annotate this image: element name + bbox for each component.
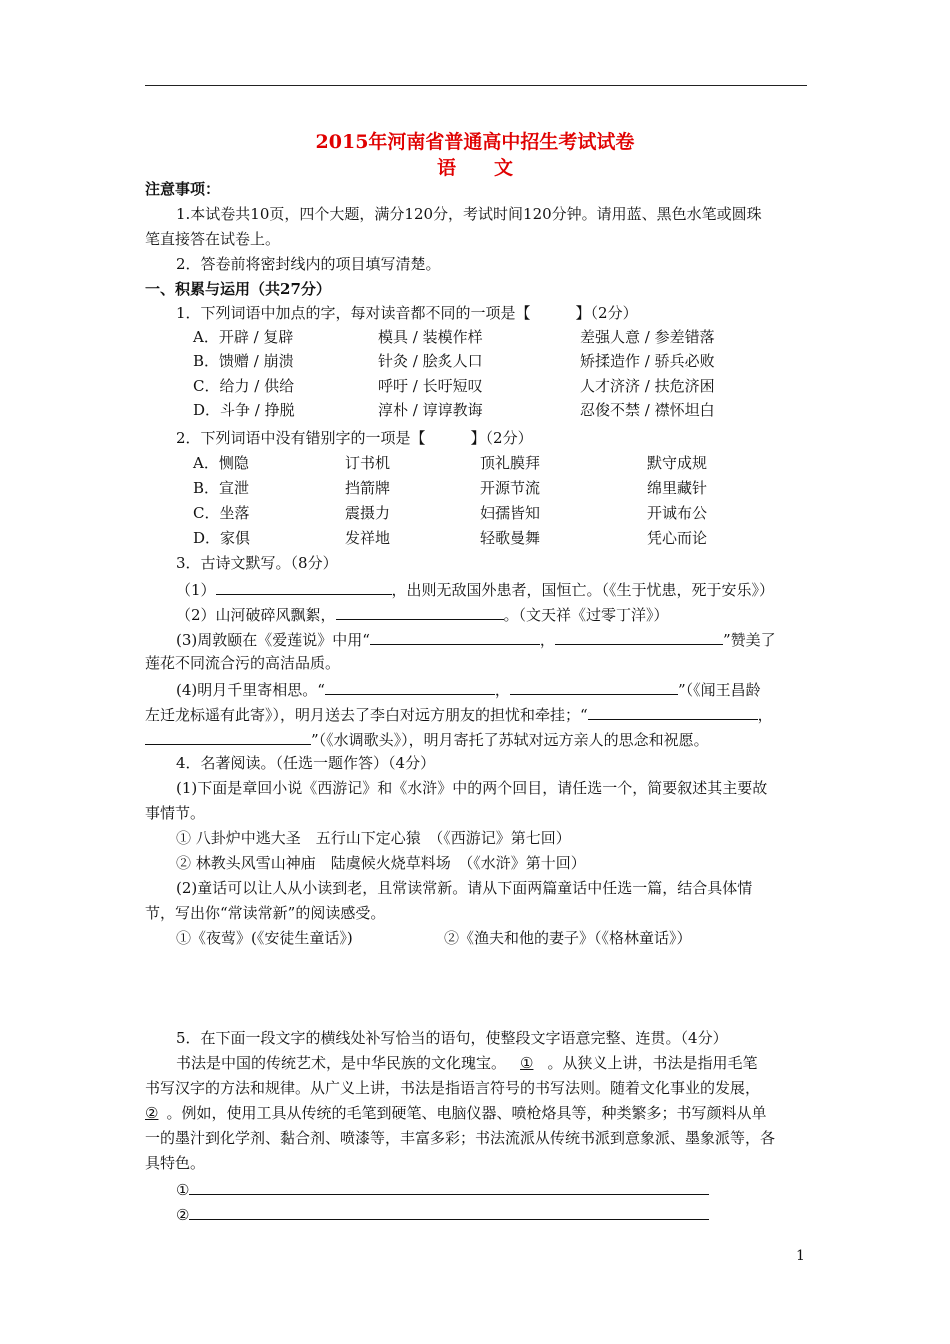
comma: ， [494, 681, 510, 699]
q2-option-a-2: 订书机 [345, 454, 391, 472]
q3-item-4-tail: ”（《闻王昌龄 [677, 681, 761, 699]
q4-part-1: (1)下面是章回小说《西游记》和《水浒》中的两个回目，请任选一个，简要叙述其主要故 [176, 779, 768, 797]
q5-line-1-text: 书法是中国的传统艺术，是中华民族的文化瑰宝。 [176, 1054, 507, 1072]
answer-blank[interactable] [510, 678, 678, 695]
q2-option-c-3: 妇孺皆知 [480, 504, 541, 522]
answer-blank[interactable] [370, 628, 540, 645]
q2-option-c-2: 震摄力 [345, 504, 391, 522]
notice-item-1-cont: 笔直接答在试卷上。 [145, 230, 281, 248]
blank-mark-2[interactable]: ② [145, 1104, 159, 1122]
answer-line[interactable] [189, 1203, 709, 1220]
q3-item-4 [176, 678, 761, 700]
notice-heading: 注意事项： [145, 180, 221, 198]
q1-option-d-3: 忍俊不禁 / 襟怀坦白 [580, 401, 715, 419]
q5-stem: 5．在下面一段文字的横线处补写恰当的语句，使整段文字语意完整、连贯。（4分） [176, 1029, 728, 1047]
q4-part-2: (2)童话可以让人从小读到老，且常读常新。请从下面两篇童话中任选一篇，结合具体情 [176, 879, 753, 897]
q5-line-4: 一的墨汁到化学剂、黏合剂、喷漆等，丰富多彩；书法流派从传统书派到意象派、墨象派等，各 [145, 1129, 776, 1147]
q3-item-2-source: 。（文天祥《过零丁洋》） [503, 606, 669, 624]
q1-option-d-1: D．斗争 / 挣脱 [193, 401, 295, 419]
section-heading: 一、积累与运用（共27分） [145, 280, 331, 298]
q1-option-a-3: 差强人意 / 参差错落 [580, 328, 715, 346]
q1-option-c-3: 人才济济 / 扶危济困 [580, 377, 715, 395]
answer-blank[interactable] [145, 728, 311, 745]
q3-item-3-text: (3)周敦颐在《爱莲说》中用“ [176, 631, 370, 649]
q3-item-4-cont-text: 左迁龙标遥有此寄》），明月送去了李白对远方朋友的担忧和牵挂；“ [145, 706, 588, 724]
q5-answer-1 [176, 1178, 709, 1200]
q2-option-a-3: 顶礼膜拜 [480, 454, 541, 472]
q1-option-a-2: 模具 / 装模作样 [378, 328, 483, 346]
answer-blank[interactable] [336, 603, 504, 620]
q4-choice-1: ① 八卦炉中逃大圣 五行山下定心猿 （《西游记》第七回） [176, 829, 571, 847]
answer-line[interactable] [189, 1178, 709, 1195]
q2-option-b-4: 绵里藏针 [647, 479, 708, 497]
answer-label-2: ② [176, 1206, 190, 1224]
q3-item-2 [176, 603, 669, 625]
answer-blank[interactable] [555, 628, 723, 645]
comma: ， [757, 706, 773, 724]
blank-mark-1[interactable]: ① [520, 1054, 534, 1072]
q1-option-b-2: 针灸 / 脍炙人口 [378, 352, 483, 370]
q2-option-c-1: C．坐落 [193, 504, 250, 522]
q1-option-a-1: A．开辟 / 复辟 [193, 328, 294, 346]
notice-item-1: 1.本试卷共10页，四个大题，满分120分，考试时间120分钟。请用蓝、黑色水笔或圆珠 [176, 205, 762, 223]
q1-stem: 1．下列词语中加点的字，每对读音都不同的一项是【 】（2分） [176, 304, 638, 322]
answer-blank[interactable] [216, 578, 392, 595]
q1-option-c-2: 呼吁 / 长吁短叹 [378, 377, 483, 395]
subject-title: 语 文 [436, 157, 513, 179]
q3-item-1-text: ，出则无敌国外患者，国恒亡。（《生于忧患，死于安乐》） [391, 581, 775, 599]
page-number: 1 [796, 1248, 805, 1264]
q2-option-b-3: 开源节流 [480, 479, 541, 497]
q4-tale-1: ①《夜莺》(《安徒生童话》) [176, 929, 353, 947]
q3-item-3-tail: ”赞美了 [722, 631, 776, 649]
q2-option-d-1: D．家俱 [193, 529, 251, 547]
q3-stem: 3．古诗文默写。（8分） [176, 554, 338, 572]
exam-title: 2015年河南省普通高中招生考试试卷 [315, 131, 635, 153]
q3-item-4-end [145, 728, 709, 750]
q1-option-b-3: 矫揉造作 / 骄兵必败 [580, 352, 715, 370]
header-rule [145, 85, 807, 86]
q5-line-5: 具特色。 [145, 1154, 206, 1172]
q2-option-a-1: A．恻隐 [193, 454, 249, 472]
q4-choice-2: ② 林教头风雪山神庙 陆虞候火烧草料场 （《水浒》第十回） [176, 854, 586, 872]
q2-option-b-2: 挡箭牌 [345, 479, 391, 497]
q3-item-4-text: (4)明月千里寄相思。“ [176, 681, 325, 699]
q2-option-d-2: 发祥地 [345, 529, 391, 547]
q3-item-4-end-text: ”（《水调歌头》），明月寄托了苏轼对远方亲人的思念和祝愿。 [311, 731, 709, 749]
comma: ， [539, 631, 555, 649]
q5-line-2: 书写汉字的方法和规律。从广义上讲，书法是指语言符号的书写法则。随着文化事业的发展， [145, 1079, 761, 1097]
q3-item-3-cont: 莲花不同流合污的高洁品质。 [145, 654, 341, 672]
q2-option-d-4: 凭心而论 [647, 529, 708, 547]
q1-option-b-1: B．馈赠 / 崩溃 [193, 352, 294, 370]
q3-item-2-text: （2）山河破碎风飘絮， [176, 606, 336, 624]
q3-item-4-cont [145, 703, 773, 725]
answer-label-1: ① [176, 1181, 190, 1199]
q3-item-1 [176, 578, 774, 600]
q4-part-1-cont: 事情节。 [145, 804, 206, 822]
q4-stem: 4．名著阅读。（任选一题作答）（4分） [176, 754, 436, 772]
q2-option-c-4: 开诚布公 [647, 504, 708, 522]
answer-blank[interactable] [325, 678, 495, 695]
q1-option-d-2: 淳朴 / 谆谆教诲 [378, 401, 483, 419]
q2-option-b-1: B．宣泄 [193, 479, 250, 497]
q3-item-3 [176, 628, 776, 650]
q2-stem: 2．下列词语中没有错别字的一项是【 】（2分） [176, 429, 533, 447]
q4-tale-2: ②《渔夫和他的妻子》（《格林童话》） [444, 929, 692, 947]
q5-line-1-tail: 。从狭义上讲，书法是指用毛笔 [547, 1054, 758, 1072]
answer-blank[interactable] [588, 703, 758, 720]
notice-item-2: 2．答卷前将密封线内的项目填写清楚。 [176, 255, 441, 273]
q5-line-3-text: 。例如，使用工具从传统的毛笔到硬笔、电脑仪器、喷枪烙具等，种类繁多；书写颜料从单 [166, 1104, 767, 1122]
q5-answer-2 [176, 1203, 709, 1225]
q5-line-3 [145, 1103, 766, 1123]
q2-option-a-4: 默守成规 [647, 454, 708, 472]
q4-part-2-cont: 节，写出你“常读常新”的阅读感受。 [145, 904, 386, 922]
q2-option-d-3: 轻歌曼舞 [480, 529, 541, 547]
q1-option-c-1: C．给力 / 供给 [193, 377, 295, 395]
q5-line-1 [176, 1053, 757, 1073]
q3-item-1-label: （1） [176, 581, 216, 599]
